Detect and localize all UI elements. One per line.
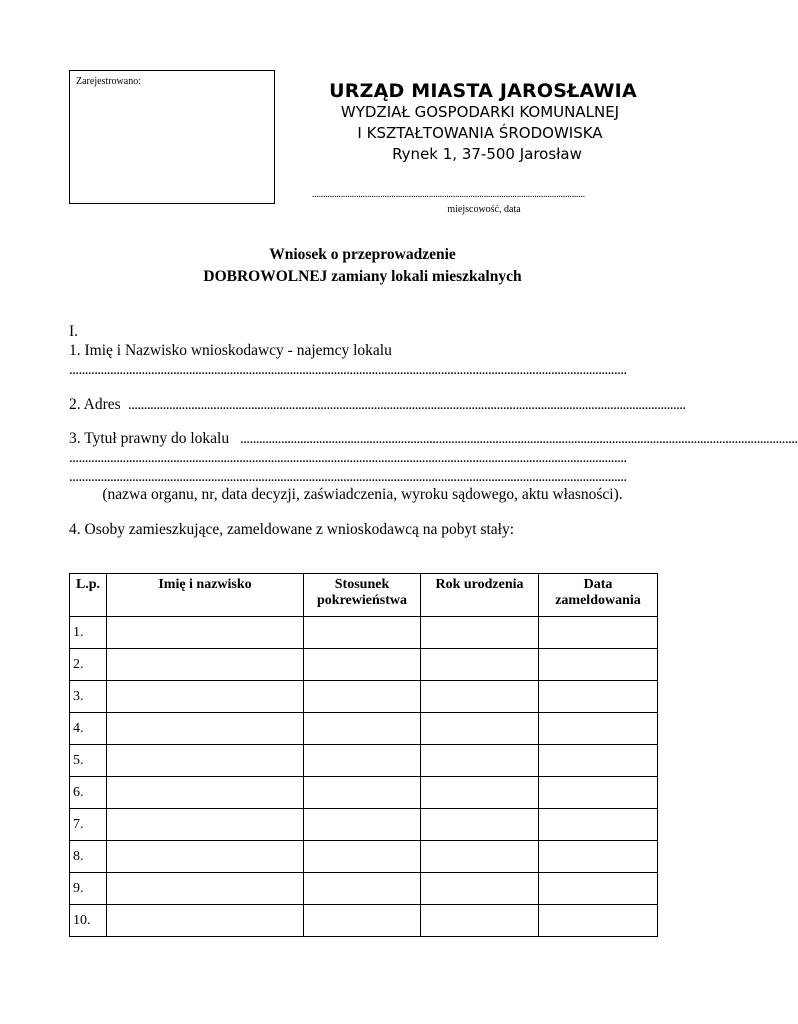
row-number: 5. bbox=[70, 745, 107, 777]
cell-birth-year[interactable] bbox=[421, 873, 539, 905]
table-row bbox=[70, 841, 658, 873]
legal-title-note: (nazwa organu, nr, data decyzji, zaświadczenia, wyroku sądowego, aktu własności). bbox=[102, 486, 623, 503]
header-registration-date-line1: Data bbox=[583, 577, 613, 592]
cell-registration-date[interactable] bbox=[539, 713, 658, 745]
residents-table bbox=[69, 573, 658, 937]
cell-registration-date[interactable] bbox=[539, 745, 658, 777]
cell-relation[interactable] bbox=[304, 713, 421, 745]
row-number: 10. bbox=[70, 905, 107, 937]
office-department-line2: I KSZTAŁTOWANIA ŚRODOWISKA bbox=[357, 124, 603, 142]
header-registration-date-line2: zameldowania bbox=[555, 593, 641, 608]
address-label: 2. Adres bbox=[69, 396, 121, 413]
document-title-line2: DOBROWOLNEJ zamiany lokali mieszkalnych bbox=[203, 268, 522, 285]
cell-relation[interactable] bbox=[304, 649, 421, 681]
cell-name[interactable] bbox=[107, 809, 304, 841]
header-name: Imię i nazwisko bbox=[107, 574, 304, 617]
cell-registration-date[interactable] bbox=[539, 777, 658, 809]
place-date-field[interactable]: ............................................................................................................................ bbox=[312, 189, 585, 200]
cell-birth-year[interactable] bbox=[421, 681, 539, 713]
table-row bbox=[70, 777, 658, 809]
document-title-line1: Wniosek o przeprowadzenie bbox=[269, 246, 456, 263]
header-registration-date bbox=[539, 574, 658, 617]
cell-birth-year[interactable] bbox=[421, 745, 539, 777]
row-number: 3. bbox=[70, 681, 107, 713]
header-relation bbox=[304, 574, 421, 617]
cell-registration-date[interactable] bbox=[539, 809, 658, 841]
row-number: 9. bbox=[70, 873, 107, 905]
cell-registration-date[interactable] bbox=[539, 649, 658, 681]
header-relation-line1: Stosunek bbox=[334, 577, 390, 592]
header-relation-line2: pokrewieństwa bbox=[317, 593, 407, 608]
cell-registration-date[interactable] bbox=[539, 873, 658, 905]
cell-relation[interactable] bbox=[304, 777, 421, 809]
table-row bbox=[70, 745, 658, 777]
legal-title-field-line3[interactable]: ................................................................................................................................................................................. bbox=[69, 469, 627, 485]
cell-relation[interactable] bbox=[304, 681, 421, 713]
cell-registration-date[interactable] bbox=[539, 905, 658, 937]
table-row bbox=[70, 809, 658, 841]
table-row bbox=[70, 649, 658, 681]
cell-birth-year[interactable] bbox=[421, 649, 539, 681]
cell-name[interactable] bbox=[107, 681, 304, 713]
cell-birth-year[interactable] bbox=[421, 841, 539, 873]
cell-birth-year[interactable] bbox=[421, 617, 539, 649]
office-name: URZĄD MIASTA JAROSŁAWIA bbox=[329, 80, 637, 102]
cell-birth-year[interactable] bbox=[421, 905, 539, 937]
cell-name[interactable] bbox=[107, 617, 304, 649]
table-row bbox=[70, 905, 658, 937]
office-header bbox=[300, 80, 660, 165]
cell-name[interactable] bbox=[107, 649, 304, 681]
residents-label: 4. Osoby zamieszkujące, zameldowane z wnioskodawcą na pobyt stały: bbox=[69, 521, 515, 538]
cell-relation[interactable] bbox=[304, 841, 421, 873]
cell-registration-date[interactable] bbox=[539, 841, 658, 873]
cell-name[interactable] bbox=[107, 873, 304, 905]
table-row bbox=[70, 713, 658, 745]
cell-relation[interactable] bbox=[304, 617, 421, 649]
cell-relation[interactable] bbox=[304, 745, 421, 777]
cell-relation[interactable] bbox=[304, 809, 421, 841]
cell-name[interactable] bbox=[107, 713, 304, 745]
row-number: 2. bbox=[70, 649, 107, 681]
registration-label: Zarejestrowano: bbox=[76, 76, 141, 87]
cell-relation[interactable] bbox=[304, 873, 421, 905]
header-birth-year: Rok urodzenia bbox=[421, 574, 539, 617]
cell-birth-year[interactable] bbox=[421, 809, 539, 841]
table-row bbox=[70, 873, 658, 905]
row-number: 4. bbox=[70, 713, 107, 745]
table-header-row bbox=[70, 574, 658, 617]
cell-name[interactable] bbox=[107, 905, 304, 937]
row-number: 8. bbox=[70, 841, 107, 873]
cell-name[interactable] bbox=[107, 777, 304, 809]
cell-registration-date[interactable] bbox=[539, 681, 658, 713]
cell-birth-year[interactable] bbox=[421, 713, 539, 745]
cell-registration-date[interactable] bbox=[539, 617, 658, 649]
applicant-name-label: 1. Imię i Nazwisko wnioskodawcy - najemcy lokalu bbox=[69, 342, 392, 359]
legal-title-field[interactable]: ................................................................................................................................................................................. bbox=[240, 431, 798, 447]
cell-relation[interactable] bbox=[304, 905, 421, 937]
legal-title-field-line2[interactable]: ................................................................................................................................................................................. bbox=[69, 450, 627, 466]
row-number: 7. bbox=[70, 809, 107, 841]
table-row bbox=[70, 681, 658, 713]
legal-title-label: 3. Tytuł prawny do lokalu bbox=[69, 430, 230, 447]
cell-birth-year[interactable] bbox=[421, 777, 539, 809]
office-address: Rynek 1, 37-500 Jarosław bbox=[392, 145, 582, 163]
cell-name[interactable] bbox=[107, 745, 304, 777]
section-number: I. bbox=[69, 323, 79, 340]
row-number: 6. bbox=[70, 777, 107, 809]
address-field[interactable]: ................................................................................................................................................................................. bbox=[128, 397, 686, 413]
cell-name[interactable] bbox=[107, 841, 304, 873]
registration-box bbox=[69, 70, 275, 204]
header-lp: L.p. bbox=[70, 574, 107, 617]
applicant-name-field[interactable]: ................................................................................................................................................................................. bbox=[69, 362, 627, 378]
place-date-caption: miejscowość, data bbox=[447, 204, 521, 215]
table-row bbox=[70, 617, 658, 649]
office-department-line1: WYDZIAŁ GOSPODARKI KOMUNALNEJ bbox=[340, 103, 620, 121]
row-number: 1. bbox=[70, 617, 107, 649]
